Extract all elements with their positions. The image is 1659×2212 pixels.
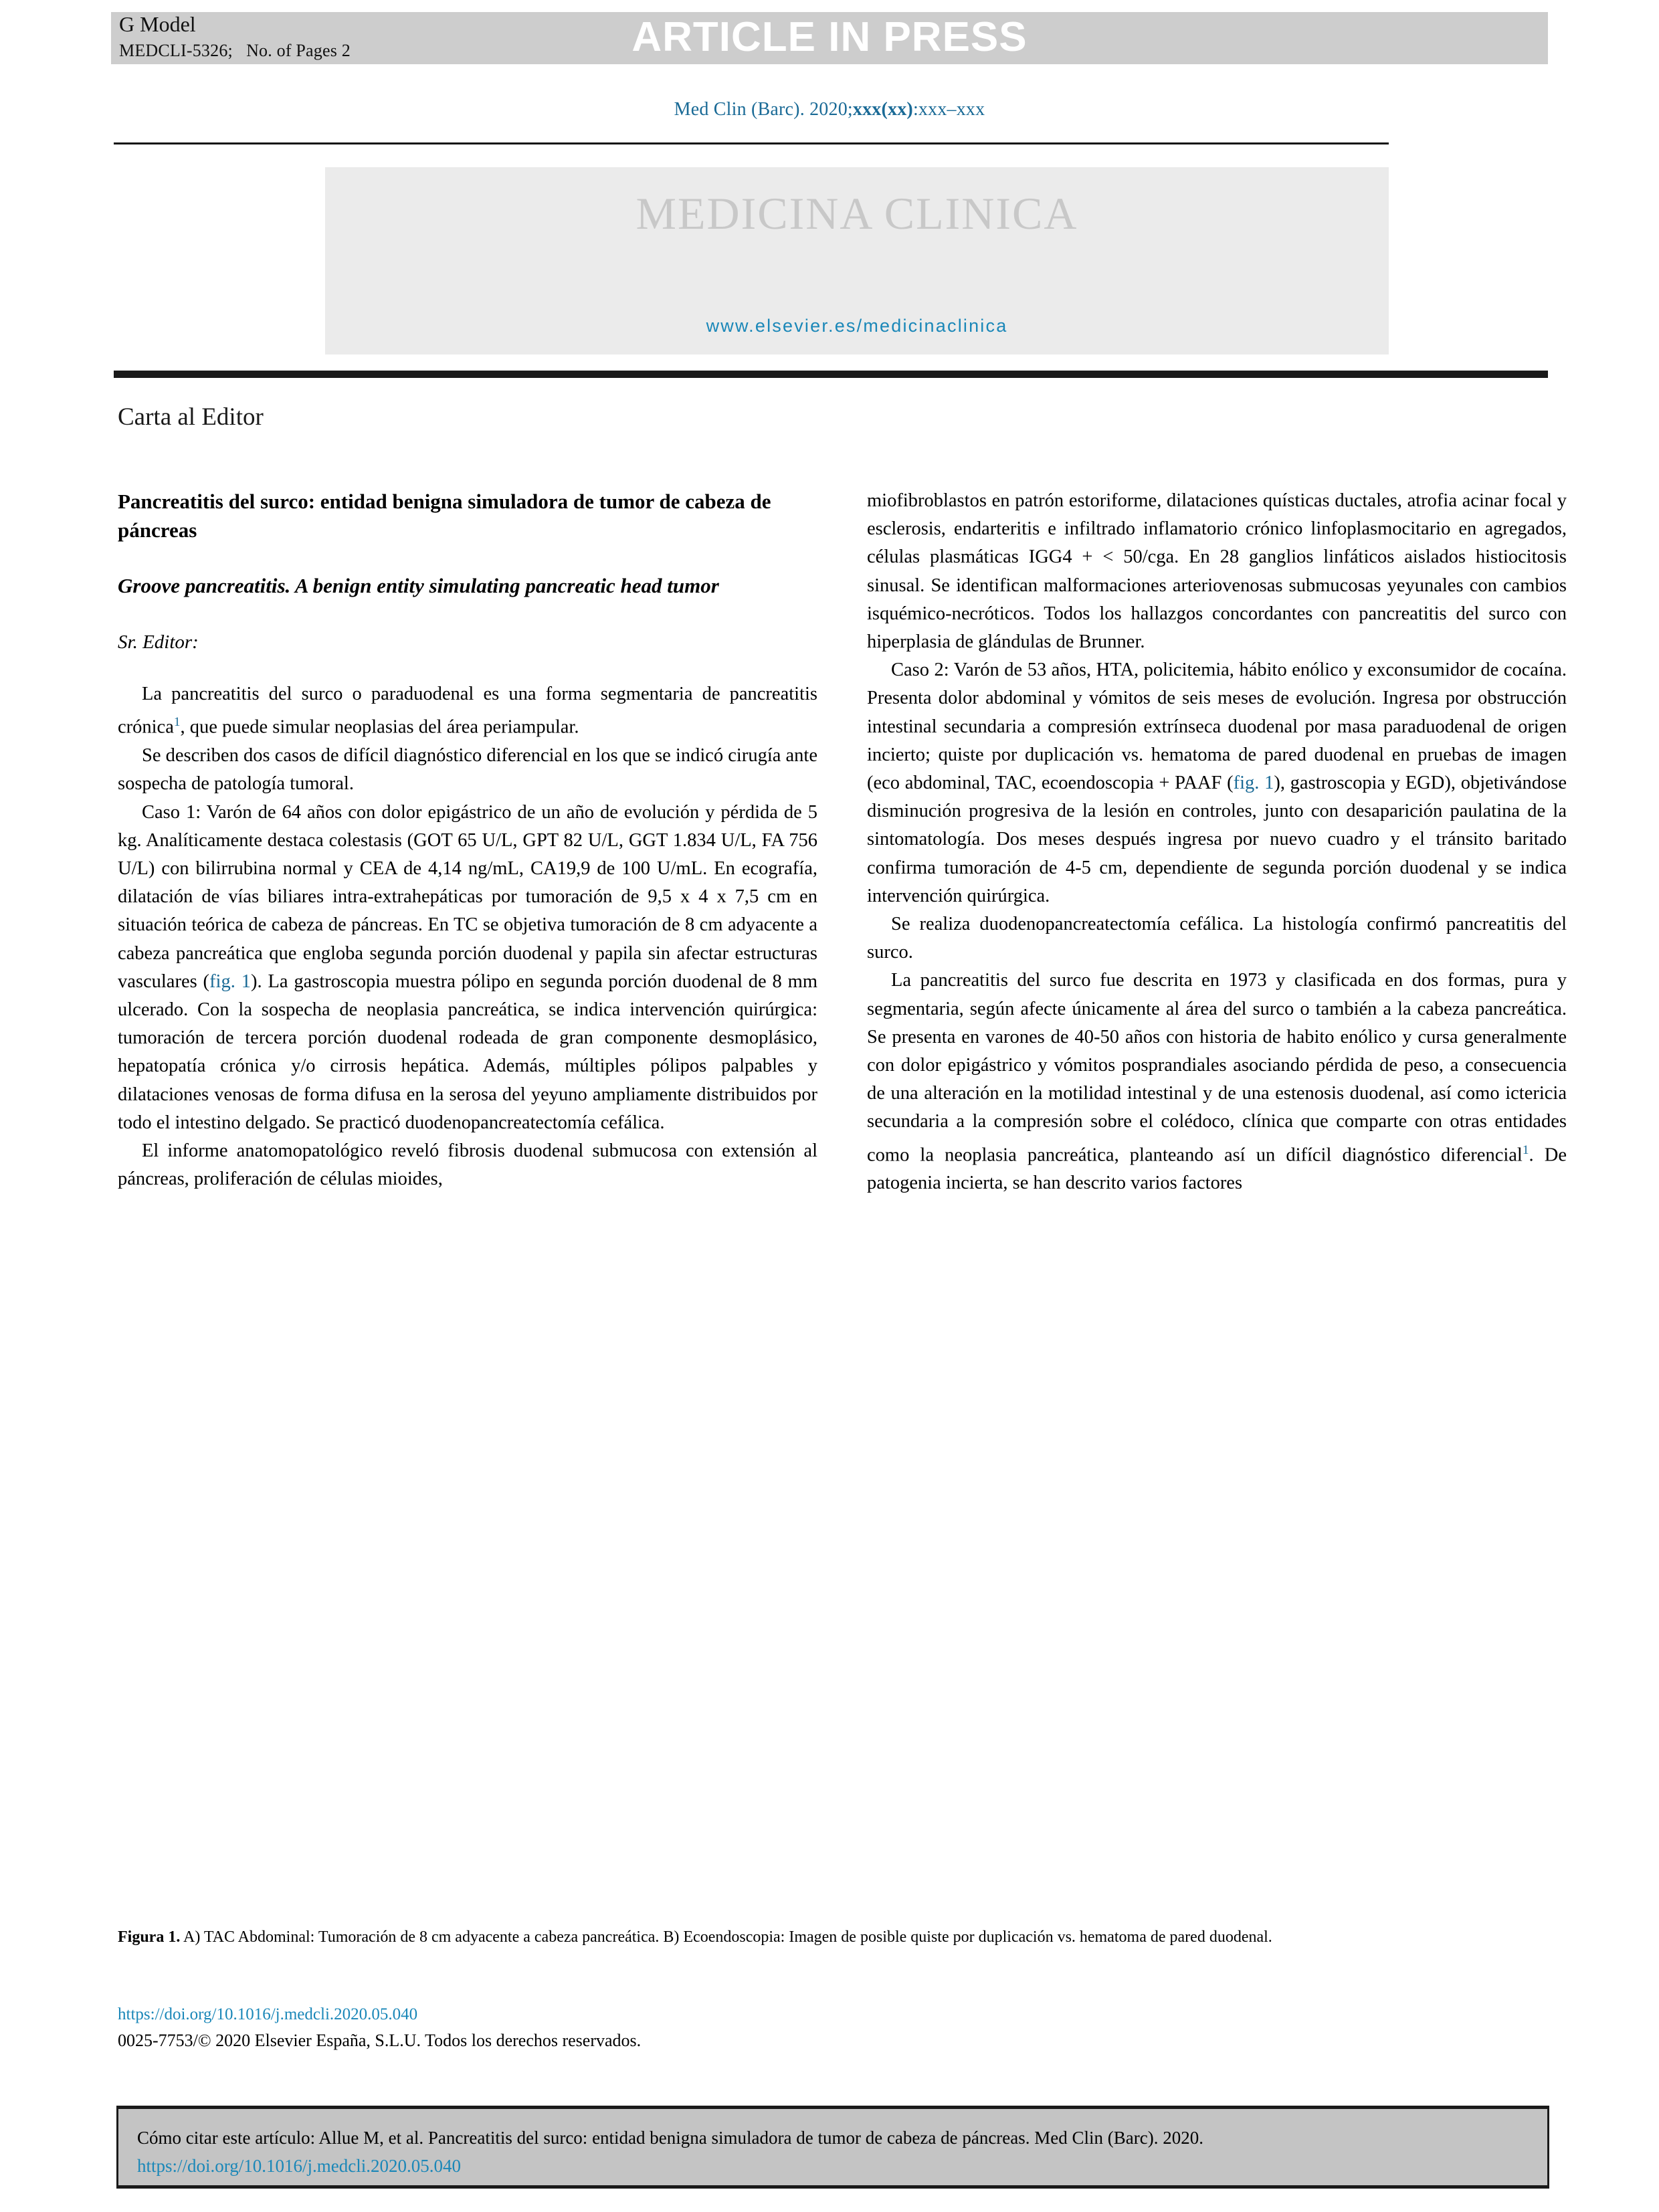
article-in-press-text: ARTICLE IN PRESS: [631, 14, 1028, 60]
manuscript-id: MEDCLI-5326;: [119, 41, 233, 60]
copyright-notice: 0025-7753/© 2020 Elsevier España, S.L.U. Todos los derechos reservados.: [118, 2031, 642, 2050]
reference-marker-1[interactable]: 1: [173, 715, 181, 730]
how-to-cite-body: Cómo citar este artículo: Allue M, et al. Pancreatitis del surco: entidad benigna simuladora de tumor de cabeza de páncreas. Med Clin (Barc). 2020.: [137, 2128, 1203, 2148]
figure-caption: [118, 1926, 1549, 1948]
section-label: Carta al Editor: [118, 403, 264, 431]
manuscript-info: [119, 11, 351, 64]
paragraph-1: [118, 680, 817, 742]
g-model-label: G Model: [119, 12, 196, 36]
salutation: Sr. Editor:: [118, 631, 199, 653]
figure-1-link[interactable]: fig. 1: [209, 971, 251, 992]
p6-text-b: ), gastroscopia y EGD), objetivándose disminución progresiva de la lesión en controles, junto con desaparición paulatina de la sintomatología. Dos meses después ingresa por nuevo cuadro y el tránsito baritado confirma tumoración de 4-5 cm, dependiente de segunda porción duodenal y se indica intervención quirúrgica.: [867, 773, 1567, 906]
p3-text-a: Caso 1: Varón de 64 años con dolor epigástrico de un año de evolución y pérdida de 5 kg. Analíticamente destaca colestasis (GOT 65 U/L, GPT 82 U/L, GGT 1.834 U/L, FA 756 U/L) con bilirrubina normal y CEA de 4,14 ng/mL, CA19,9 de 100 U/mL. En ecografía, dilatación de vías biliares intra-extrahepáticas por tumoración de 9,5 x 4 x 7,5 cm en situación teórica de cabeza de páncreas. En TC se objetiva tumoración de 8 cm adyacente a cabeza pancreática que engloba segunda porción duodenal y papila sin afectar estructuras vasculares (: [118, 801, 817, 992]
p8-text-b: . De patogenia incierta, se han descrito varios factores: [867, 1144, 1567, 1194]
paragraph-3: [118, 799, 817, 1137]
masthead-bottom-rule: [114, 371, 1548, 378]
reference-marker-2[interactable]: 1: [1522, 1142, 1529, 1157]
how-to-cite-text: [137, 2124, 1529, 2180]
citation-suffix: :xxx–xxx: [912, 99, 985, 120]
figure-caption-text: A) TAC Abdominal: Tumoración de 8 cm adyacente a cabeza pancreática. B) Ecoendoscopia: Imagen de posible quiste por duplicación vs. hematoma de pared duodenal.: [183, 1928, 1272, 1946]
paragraph-6: [867, 656, 1567, 910]
header-divider: [114, 142, 1389, 144]
how-to-cite-box: [116, 2106, 1549, 2189]
journal-url[interactable]: www.elsevier.es/medicinaclinica: [706, 316, 1008, 336]
citation-volume-issue: xxx(xx): [852, 99, 913, 120]
doi-link[interactable]: https://doi.org/10.1016/j.medcli.2020.05.040: [118, 2005, 418, 2023]
paragraph-7: Se realiza duodenopancreatectomía cefálica. La histología confirmó pancreatitis del surco.: [867, 914, 1567, 963]
journal-citation-line: [0, 99, 1659, 120]
left-column: [118, 487, 817, 1193]
paragraph-8: [867, 967, 1567, 1197]
paragraph-2: Se describen dos casos de difícil diagnóstico diferencial en los que se indicó cirugía ante sospecha de patología tumoral.: [118, 745, 817, 795]
figure-1-link-2[interactable]: fig. 1: [1233, 773, 1274, 794]
p6-text-a: Caso 2: Varón de 53 años, HTA, policitemia, hábito enólico y exconsumidor de cocaína. Presenta dolor abdominal y vómitos de seis meses de evolución. Ingresa por obstrucción intestinal secundaria a compresión extrínseca duodenal por masa paraduodenal de origen incierto; quiste por duplicación vs. hematoma de pared duodenal en pruebas de imagen (eco abdominal, TAC, ecoendoscopia + PAAF (: [867, 660, 1567, 794]
paragraph-5: miofibroblastos en patrón estoriforme, dilataciones quísticas ductales, atrofia acinar focal y esclerosis, endarteritis e infiltrado inflamatorio crónico linfoplasmocitario en agregados, células plasmáticas IGG4 + < 50/cga. En 28 ganglios linfáticos aislados histiocitosis sinusal. Se identifican malformaciones arteriovenosas submucosas yeyunales con cambios isquémico-necróticos. Todos los hallazgos concordantes con pancreatitis del surco con hiperplasia de glándulas de Brunner.: [867, 490, 1567, 653]
citation-prefix: Med Clin (Barc). 2020;: [674, 99, 853, 120]
article-title: Pancreatitis del surco: entidad benigna simuladora de tumor de cabeza de páncreas: [118, 490, 771, 542]
p8-text-a: La pancreatitis del surco fue descrita en 1973 y clasificada en dos formas, pura y segmentaria, según afecte únicamente al área del surco o también a la cabeza pancreática. Se presenta en varones de 40-50 años con historia de habito enólico y cursa generalmente con dolor epigástrico y vómitos posprandiales asociando pérdida de peso, a consecuencia de una alteración en la motilidad intestinal y de una estenosis duodenal, así como ictericia secundaria a la compresión sobre el colédoco, clínica que comparte con otras entidades como la neoplasia pancreática, planteando así un difícil diagnóstico diferencial: [867, 970, 1567, 1166]
p3-text-b: ). La gastroscopia muestra pólipo en segunda porción duodenal de 8 mm ulcerado. Con la sospecha de neoplasia pancreática, se indica intervención quirúrgica: tumoración de tercera porción duodenal rodeada de gran componente desmoplásico, hepatopatía crónica y/o cirrosis hepática. Además, múltiples pólipos palpables y dilataciones venosas de forma difusa en la serosa del yeyuno ampliamente distribuidos por todo el intestino delgado. Se practicó duodenopancreatectomía cefálica.: [118, 971, 817, 1133]
p1-text-b: , que puede simular neoplasias del área periampular.: [180, 716, 579, 738]
journal-name: MEDICINA CLINICA: [636, 188, 1078, 239]
figure-label: Figura 1.: [118, 1928, 181, 1946]
pages-label: No. of Pages 2: [246, 41, 351, 60]
paragraph-4: El informe anatomopatológico reveló fibrosis duodenal submucosa con extensión al páncreas, proliferación de células mioides,: [118, 1140, 817, 1190]
how-to-cite-doi-link[interactable]: https://doi.org/10.1016/j.medcli.2020.05.040: [137, 2156, 461, 2176]
right-column: [867, 487, 1567, 1198]
manuscript-id-line: [119, 37, 351, 64]
journal-masthead: [325, 167, 1389, 355]
p1-text-a: La pancreatitis del surco o paraduodenal es una forma segmentaria de pancreatitis crónica: [118, 684, 817, 738]
article-subtitle: Groove pancreatitis. A benign entity simulating pancreatic head tumor: [118, 574, 719, 597]
